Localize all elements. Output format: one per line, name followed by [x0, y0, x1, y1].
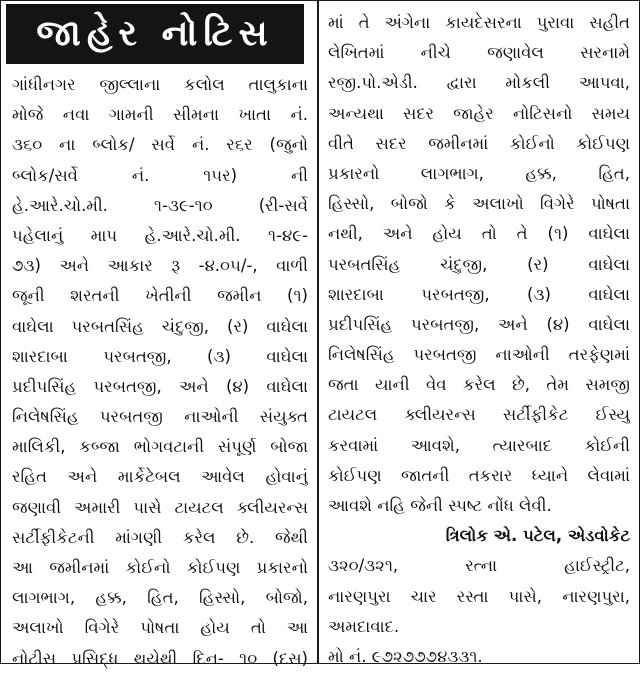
notice-line: માલિકી, કબ્જા ભોગવટાની સંપૂર્ણ બોજા: [12, 437, 308, 457]
right-column: [328, 8, 630, 672]
column-divider: [317, 0, 319, 664]
notice-line: નિલેષસિંહ પરબતજી નાઓની સંયુક્ત: [12, 407, 308, 427]
notice-line: રહિત અને માર્કેટેબલ આવેલ હોવાનું: [12, 467, 308, 487]
notice-line: નિલેષસિંહ પરબતજી નાઓની તરફેણમાં: [328, 345, 630, 365]
left-column: [12, 70, 308, 674]
notice-line: નથી, અને હોય તો તે (૧) વાઘેલા: [328, 224, 630, 244]
notice-line: વીતે સદર જમીનમાં કોઈનો કોઈપણ: [328, 133, 630, 153]
notice-line: પ્રદીપસિંહ પરબતજી, અને (૪) વાઘેલા: [12, 376, 308, 396]
notice-line: આવશે નહિ જેની સ્પષ્ટ નોંધ લેવી.: [328, 496, 552, 515]
address-line: ૩૨૦/૩૨૧, રત્ના હાઈસ્ટ્રીટ,: [328, 556, 630, 576]
notice-line: પહેલાનું માપ હે.આરે.ચો.મી. ૧-૪૯-: [12, 225, 308, 245]
notice-line: હે.આરે.ચો.મી. ૧-૩૯-૧૦ (રી-સર્વે: [12, 195, 308, 215]
notice-line: પ્રકારનો લાગભાગ, હક્ક, હિત,: [328, 163, 630, 183]
notice-line: શારદાબા પરબતજી, (૩) વાઘેલા: [328, 284, 630, 304]
address-line: અમદાવાદ.: [328, 616, 400, 636]
notice-line: જતા યાની વેવ કરેલ છે, તેમ સમજી: [328, 375, 630, 395]
notice-line: ગાંધીનગર જીલ્લાના કલોલ તાલુકાના: [12, 75, 308, 94]
notice-line: શારદાબા પરબતજી, (૩) વાઘેલા: [12, 346, 308, 366]
notice-line: રજી.પો.એડી. દ્વારા મોકલી આપવા,: [328, 73, 630, 93]
notice-line: ટાયટલ ક્લીયરન્સ સર્ટીફીકેટ ઈસ્યુ: [328, 405, 630, 425]
notice-line: કરવામાં આવશે, ત્યારબાદ કોઈની: [328, 435, 630, 455]
notice-title-banner: [6, 4, 304, 64]
address-line: નારણપુરા ચાર રસ્તા પાસે, નારણપુરા,: [328, 586, 630, 606]
notice-line: બ્લોક/સર્વે નં. ૧૫ર) ની: [12, 165, 308, 185]
notice-line: જણાવી અમારી પાસે ટાયટલ ક્લીયરન્સ: [12, 497, 308, 517]
notice-line: ૩૬૦ ના બ્લોક/ સર્વે નં. ર૬ર (જુનો: [12, 135, 308, 155]
notice-line: વાઘેલા પરબતસિંહ ચંદુજી, (ર) વાઘેલા: [12, 316, 308, 336]
notice-line: પ્રદીપસિંહ પરબતજી, અને (૪) વાઘેલા: [328, 314, 630, 334]
advocate-name: ત્રિલોક એ. પટેલ, એડવોકેટ: [445, 526, 630, 546]
notice-line: લાગભાગ, હક્ક, હિત, હિસ્સો, બોજો,: [12, 588, 308, 608]
notice-line: જૂની શરતની ખેતીની જમીન (૧): [12, 286, 308, 306]
notice-line: નોટીસ પ્રસિદ્ધ થયેથી દિન- ૧૦ (દસ): [12, 648, 308, 668]
notice-line: અલાખો વિગેરે પોષતા હોય તો આ: [12, 618, 308, 638]
notice-title: જાહેર નોટિસ: [36, 13, 274, 54]
notice-line: માં તે અંગેના કાયદેસરના પુરાવા સહીત: [328, 13, 630, 32]
notice-line: અન્યથા સદર જાહેર નોટિસનો સમય: [328, 103, 630, 123]
notice-line: સર્ટીફીકેટની માંગણી કરેલ છે. જેથી: [12, 527, 308, 547]
notice-line: હિસ્સો, બોજો કે અલાખો વિગેરે પોષતા: [328, 194, 630, 214]
notice-line: ૭૩) અને આકાર રૂ -૪.૦૫/-, વાળી: [12, 256, 308, 276]
mobile-number: મો નં. ૯૭૨૭૭૭૪૩૩૧.: [328, 646, 483, 666]
notice-line: લેખિતમાં નીચે જણાવેલ સરનામે: [328, 43, 630, 63]
notice-line: પરબતસિંહ ચંદુજી, (ર) વાઘેલા: [328, 254, 630, 274]
notice-line: મોજે નવા ગામની સીમના ખાતા નં.: [12, 105, 308, 125]
notice-line: આ જમીનમાં કોઈનો કોઈપણ પ્રકારનો: [12, 558, 308, 577]
notice-line: કોઈપણ જાતની તકરાર ધ્યાને લેવામાં: [328, 465, 630, 485]
